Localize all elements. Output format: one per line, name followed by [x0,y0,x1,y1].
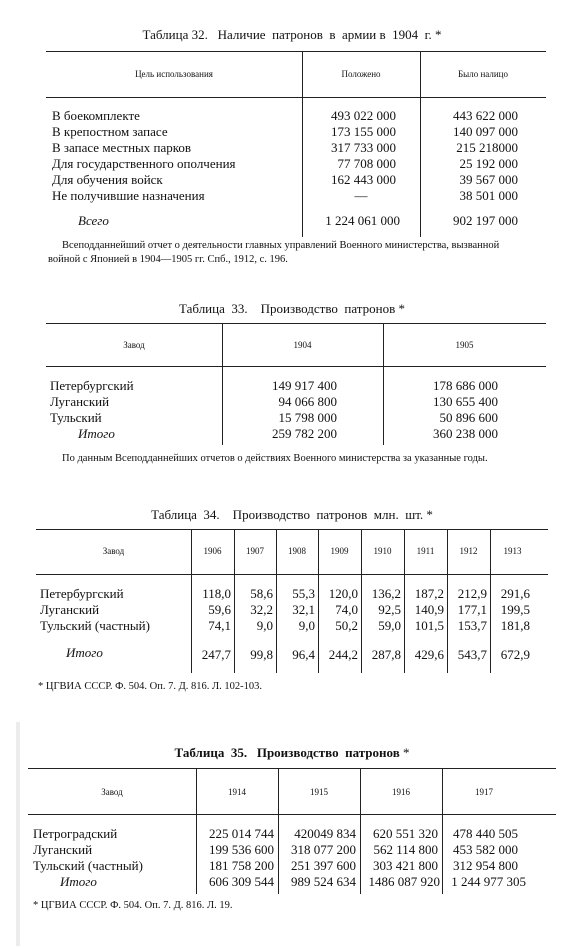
row-label: В запасе местных парков [52,140,192,155]
table-cell: 181,8 [500,618,530,633]
table-32-top-rule [46,51,546,52]
table-cell: 251 397 600 [291,858,356,873]
table-34-header-cell: 1912 [459,546,478,556]
table-cell: 443 622 000 [453,108,518,123]
table-34-header-cell: 1908 [288,546,306,556]
row-label: Луганский [40,602,100,617]
table-cell: 1 244 977 305 [451,874,526,889]
row-label: Луганский [50,394,110,409]
table-32-header-cell: Положено [341,69,381,79]
table-cell: 672,9 [500,647,530,662]
row-label: Тульский (частный) [33,858,143,873]
table-33-header-cell: 1905 [455,340,474,350]
table-cell: 140 097 000 [453,124,518,139]
row-label: В крепостном запасе [52,124,168,139]
table-cell: 1486 087 920 [368,874,440,889]
table-cell: 244,2 [328,647,358,662]
table-cell: 77 708 000 [337,156,396,171]
table-cell: 303 421 800 [373,858,438,873]
table-34-header-cell: 1907 [246,546,264,556]
table-cell: 55,3 [292,586,315,601]
table-cell: 130 655 400 [433,394,498,409]
table-cell: 162 443 000 [331,172,396,187]
table-cell: 493 022 000 [331,108,396,123]
table-cell: 58,6 [250,586,273,601]
table-34-header-cell: 1909 [330,546,349,556]
table-cell: 212,9 [457,586,487,601]
table-cell: 199,5 [500,602,530,617]
table-32-header-cell: Было налицо [458,69,508,79]
table-cell: 1 224 061 000 [325,213,400,228]
table-35-header-cell: Завод [101,787,123,797]
table-cell: 38 501 000 [459,188,518,203]
table-cell: 360 238 000 [433,426,498,441]
table-35-title-text: Производство патронов [256,745,400,760]
table-cell: 120,0 [328,586,358,601]
table-cell: 318 077 200 [291,842,356,857]
table-cell: 989 524 634 [291,874,356,889]
table-cell: 9,0 [298,618,315,633]
table-32-source-note: войной с Японией в 1904—1905 гг. Спб., 1912, с. 196. [48,254,288,265]
row-label: Петербургский [50,378,134,393]
table-35-top-rule [28,768,556,769]
table-cell: 420049 834 [294,826,356,841]
table-34-source-note: * ЦГВИА СССР. Ф. 504. Оп. 7. Д. 816. Л. 102-103. [38,681,263,692]
table-cell: — [354,188,368,203]
table-cell: 177,1 [457,602,487,617]
table-cell: 32,1 [292,602,315,617]
table-cell: 140,9 [414,602,444,617]
table-cell: 32,2 [250,602,273,617]
table-cell: 50 896 600 [439,410,498,425]
table-35-header-rule [28,814,556,815]
table-32-source-note: Всеподданнейший отчет о деятельности главных управлений Военного министерства, вызванной [62,240,500,251]
table-cell: 562 114 800 [373,842,438,857]
table-cell: 317 733 000 [331,140,396,155]
table-cell: 74,1 [208,618,231,633]
table-32-title: Таблица 32. Наличие патронов в армии в 1904 г. * [142,27,442,42]
table-35-source-note: * ЦГВИА СССР. Ф. 504. Оп. 7. Д. 816. Л. 19. [33,900,233,911]
table-cell: 620 551 320 [373,826,438,841]
table-cell: 429,6 [414,647,444,662]
table-cell: 225 014 744 [209,826,274,841]
table-34-header-cell: 1910 [373,546,392,556]
table-cell: 39 567 000 [459,172,518,187]
table-35-header-cell: 1915 [310,787,328,797]
table-cell: 9,0 [256,618,273,633]
table-cell: 118,0 [202,586,231,601]
table-cell: 153,7 [457,618,487,633]
table-35-header-cell: 1916 [392,787,410,797]
table-33-header-cell: 1904 [293,340,312,350]
table-cell: 181 758 200 [209,858,274,873]
table-cell: 259 782 200 [272,426,337,441]
table-35-header-cell: 1914 [228,787,246,797]
table-35-title-mark: * [399,745,410,760]
table-cell: 92,5 [378,602,401,617]
table-cell: 94 066 800 [278,394,337,409]
table-cell: 215 218000 [456,140,518,155]
table-cell: 74,0 [335,602,358,617]
table-cell: 59,0 [378,618,401,633]
table-cell: 453 582 000 [453,842,518,857]
row-label: Тульский [50,410,102,425]
table-cell: 247,7 [201,647,231,662]
table-33-header-cell: Завод [123,340,145,350]
table-34-header-rule [36,574,548,575]
table-cell: 50,2 [335,618,358,633]
row-label: Для государственного ополчения [52,156,236,171]
row-label: Петроградский [33,826,118,841]
table-34-header-cell: Завод [102,546,125,556]
table-33-source-note: По данным Всеподданнейших отчетов о действиях Военного министерства за указанные годы. [62,453,488,464]
table-cell: 101,5 [414,618,444,633]
table-34-top-rule [36,529,548,530]
table-cell: 99,8 [250,647,273,662]
table-cell: 312 954 800 [453,858,518,873]
total-label: Всего [78,213,109,228]
table-cell: 287,8 [371,647,401,662]
table-cell: 291,6 [500,586,530,601]
row-label: Петербургский [40,586,124,601]
table-cell: 543,7 [457,647,487,662]
total-label: Итого [60,874,97,889]
row-label: Не получившие назначения [52,188,205,203]
table-33-header-rule [46,366,546,367]
table-cell: 59,6 [208,602,231,617]
table-cell: 902 197 000 [453,213,518,228]
table-cell: 15 798 000 [278,410,337,425]
row-label: Луганский [33,842,93,857]
row-label: Для обучения войск [52,172,163,187]
table-cell: 96,4 [292,647,315,662]
table-cell: 149 917 400 [272,378,337,393]
table-34-title: Таблица 34. Производство патронов млн. шт. * [151,507,433,522]
table-32-header-rule [46,97,546,98]
row-label: Тульский (частный) [40,618,150,633]
total-label: Итого [66,645,103,660]
table-35-title-number: Таблица 35. [174,745,257,760]
table-34-header-cell: 1913 [503,546,522,556]
table-35-header-cell: 1917 [475,787,493,797]
total-label: Итого [78,426,115,441]
table-35-title [0,745,584,761]
table-cell: 199 536 600 [209,842,274,857]
table-34-header-cell: 1911 [416,546,435,556]
table-32-header-cell: Цель использования [135,69,213,79]
table-cell: 606 309 544 [209,874,274,889]
table-cell: 178 686 000 [433,378,498,393]
row-label: В боекомплекте [52,108,140,123]
table-cell: 173 155 000 [331,124,396,139]
table-cell: 25 192 000 [459,156,518,171]
table-33-top-rule [46,323,546,324]
table-cell: 478 440 505 [453,826,518,841]
table-cell: 136,2 [371,586,401,601]
table-cell: 187,2 [414,586,444,601]
table-34-header-cell: 1906 [203,546,222,556]
table-33-title: Таблица 33. Производство патронов * [179,301,405,316]
